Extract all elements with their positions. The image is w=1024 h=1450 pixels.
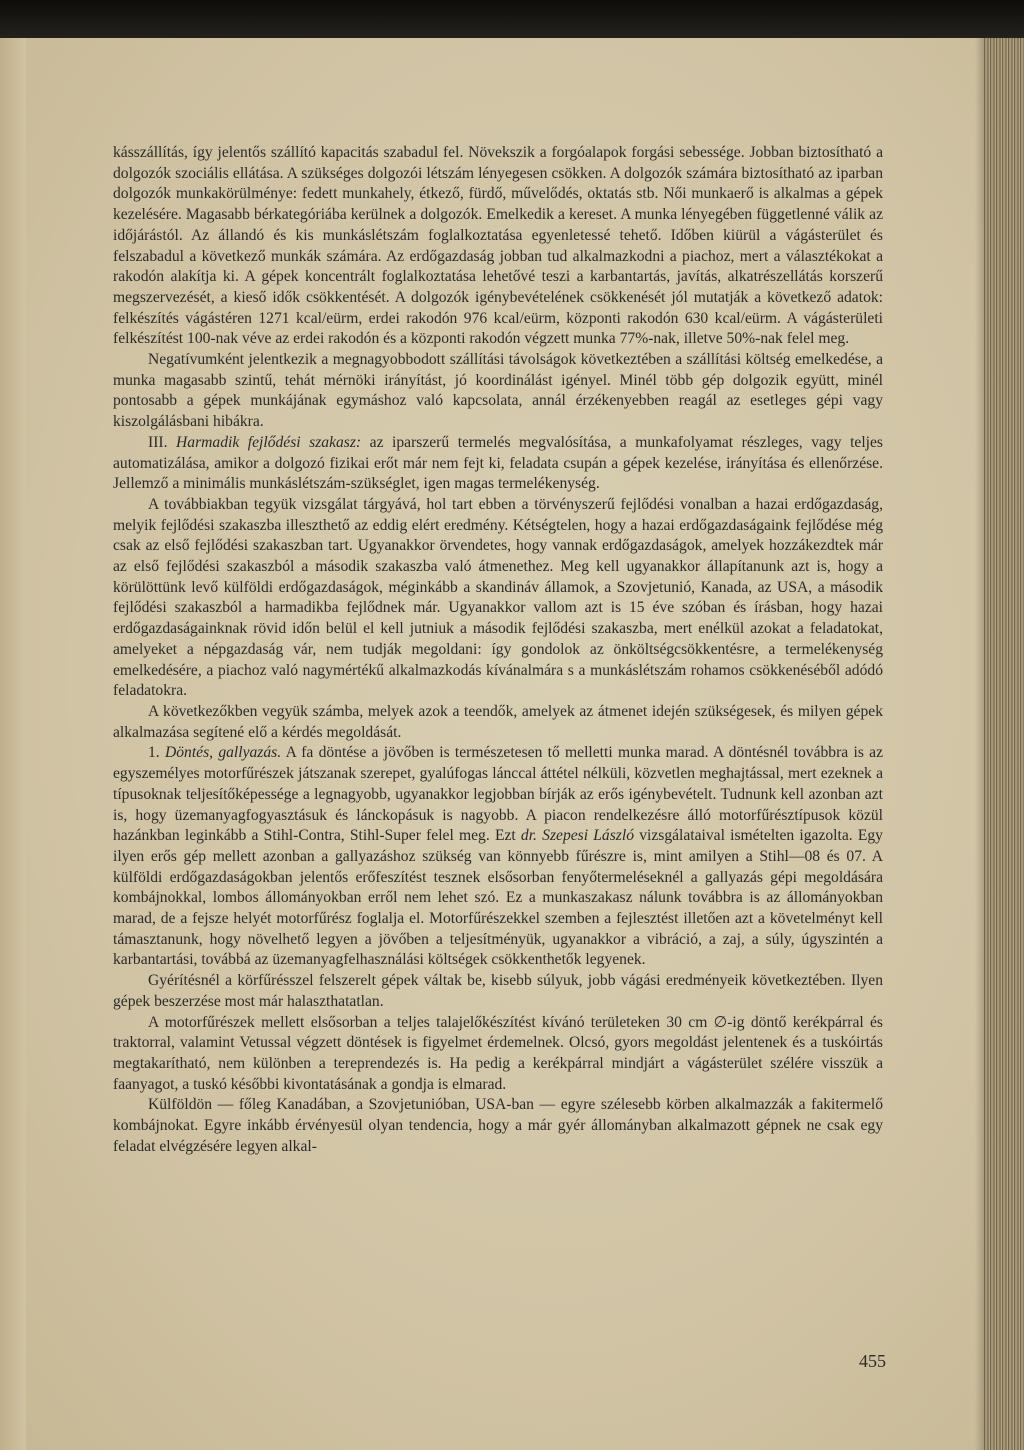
page-left-margin (0, 38, 26, 1450)
paragraph-7: Gyérítésnél a körfűrésszel felszerelt gépek váltak be, kisebb súlyuk, jobb vágási eredményeik következtében. Ilyen gépek beszerzése most már halaszthatatlan. (113, 972, 883, 1010)
paragraph-9: Külföldön — főleg Kanadában, a Szovjetunióban, USA-ban — egyre szélesebb körben alkalmazzák a fakitermelő kombájnokat. Egyre inkább érvényesül olyan tendencia, hogy a már gyér állományban alkalmazott gépnek ne csak egy feladat elvégzésére legyen alkal- (113, 1096, 883, 1155)
paragraph-1: kásszállítás, így jelentős szállító kapacitás szabadul fel. Növekszik a forgóalapok forgási sebessége. Jobban biztosítható a dolgozók szociális ellátása. A szükséges dolgozói létszám lényegesen csökken. A dolgozók számára biztosítható az iparban dolgozók munkakörülménye: fedett munkahely, étkező, fürdő, művelődés, oktatás stb. Női munkaerő is alkalmas a gépek kezelésére. Magasabb bérkategóriába kerülnek a dolgozók. Emelkedik a kereset. A munka lényegében függetlenné válik az időjárástól. Az állandó és kis munkáslétszám foglalkoztatása egyenletessé tehető. Időben kiürül a vágásterület és felszabadul a következő munkák számára. Az erdőgazdaság jobban tud alkalmazkodni a piachoz, mert a választékokat a rakodón alakítja ki. A gépek koncentrált foglalkoztatása lehetővé teszi a karbantartás, javítás, alkatrészellátás korszerű megszervezését, a kieső idők csökkentését. A dolgozók igénybevételének csökkenését jól mutatják a következő adatok: felkészítés vágástéren 1271 kcal/eürm, erdei rakodón 976 kcal/eürm, központi rakodón 630 kcal/eürm. A vágásterületi felkészítést 100-nak véve az erdei rakodón és a központi rakodón végzett munka 77%-nak, illetve 50%-nak felel meg. (113, 144, 883, 348)
paragraph-5: A következőkben vegyük számba, melyek azok a teendők, amelyek az átmenet idején szükségesek, és milyen gépek alkalmazása segítené elő a kérdés megoldását. (113, 702, 883, 741)
paragraph-2: Negatívumként jelentkezik a megnagyobbodott szállítási távolságok következtében a szállítási költség emelkedése, a munka magasabb szintű, tehát mérnöki irányítást, jó koordinálást igényel. Minél több gép dolgozik együtt, minél pontosabb a gépek munkájának egymáshoz való kapcsolata, annál érzékenyebben reagál az esetleges gépi vagy kiszolgálásbani hibákra. (113, 351, 883, 431)
paragraph-4: A továbbiakban tegyük vizsgálat tárgyává, hol tart ebben a törvényszerű fejlődési vonalban a hazai erdőgazdaság, melyik fejlődési szakaszba illeszthető az eddig elért eredmény. Kétségtelen, hogy a hazai erdőgazdaságaink fejlődése még csak az első fejlődési szakaszban tart. Ugyanakkor örvendetes, hogy vannak erdőgazdaságok, amelyek hozzákezdtek már az első fejlődési szakaszból a második szakaszba való átmenethez. Meg kell ugyanakkor állapítanunk azt is, hogy a körülöttünk levő külföldi erdőgazdaságok, méginkább a skandináv államok, a Szovjetunió, Kanada, az USA, a második fejlődési szakaszból a harmadikba fejlődnek már. Ugyanakkor vallom azt is 15 éve szóban és írásban, hogy hazai erdőgazdaságainknak rövid időn belül el kell jutniuk a második fejlődési szakaszba, mert enélkül azokat a feladatokat, amelyeket a népgazdaság vár, nem tudják megoldani: így gondolok az önköltségcsökkentésre, a termelékenység emelkedésére, a piachoz való nagymértékű alkalmazkodás kívánalmára s a munkáslétszám rohamos csökkenéséből adódó feladatokra. (113, 495, 883, 700)
paragraph-8: A motorfűrészek mellett elsősorban a teljes talajelőkészítést kívánó területeken 30 cm ∅-ig döntő kerékpárral és traktorral, valamint Vetussal végzett döntések is figyelmet érdemelnek. Olcsó, gyors megoldást jelentenek és a tuskóirtás megtakarítható, nem különben a tereprendezés is. Ha pedig a kerékpárral mindjárt a vágásterület szélére visszük a faanyagot, a tuskó későbbi kivontatásának a gondja is elmarad. (113, 1013, 883, 1093)
page-number: 455 (859, 1351, 886, 1371)
body-text (113, 143, 883, 1157)
paragraph-6: 1. Döntés, gallyazás. A fa döntése a jövőben is természetesen tő melletti munka marad. A döntésnél továbbra is az egyszemélyes motorfűrészek játszanak szerepet, gyalúfogas lánccal áttétel nélküli, közvetlen meghajtással, mert ezeknek a típusoknak teljesítőképessége a legnagyobb, ugyanakkor legjobban bírják az erős igénybevételt. Tudnunk kell azonban azt is, hogy üzemanyagfogyasztásuk és lánckopásuk is nagyobb. A piacon rendelkezésre álló motorfűrésztípusok közül hazánkban leginkább a Stihl-Contra, Stihl-Super felel meg. Ezt dr. Szepesi László vizsgálataival ismételten igazolta. Egy ilyen erős gép mellett azonban a gallyazáshoz szükség van könnyebb fűrészre is, mint amilyen a Stihl—08 és 07. A külföldi erdőgazdaságokban jelentős erőfeszítést tesznek elsősorban fenyőtermeléseknél a gallyazás gépi megoldására kombájnokkal, lombos állományokban erről nem lehet szó. Ez a munkaszakasz nálunk továbbra is az állományokban marad, de a fejsze helyét motorfűrész foglalja el. Motorfűrészekkel szemben a fejlesztést illetően azt a követelményt kell támasztanunk, hogy növelhető legyen a jövőben a teljesítményük, ugyanakkor a vibráció, a zaj, a súly, úgyszintén a karbantartási, továbbá az üzemanyagfelhasználási költségek csökkenthetők legyenek. (113, 744, 884, 969)
page-edge-stack (984, 38, 1024, 1450)
paragraph-3: III. Harmadik fejlődési szakasz: az iparszerű termelés megvalósítása, a munkafolyamat részleges, vagy teljes automatizálása, amikor a dolgozó fizikai erőt már nem fejt ki, feladata csupán a gépek kezelése, irányítása és ellenőrzése. Jellemző a minimális munkáslétszám-szükséglet, igen magas termelékenység. (113, 433, 883, 493)
